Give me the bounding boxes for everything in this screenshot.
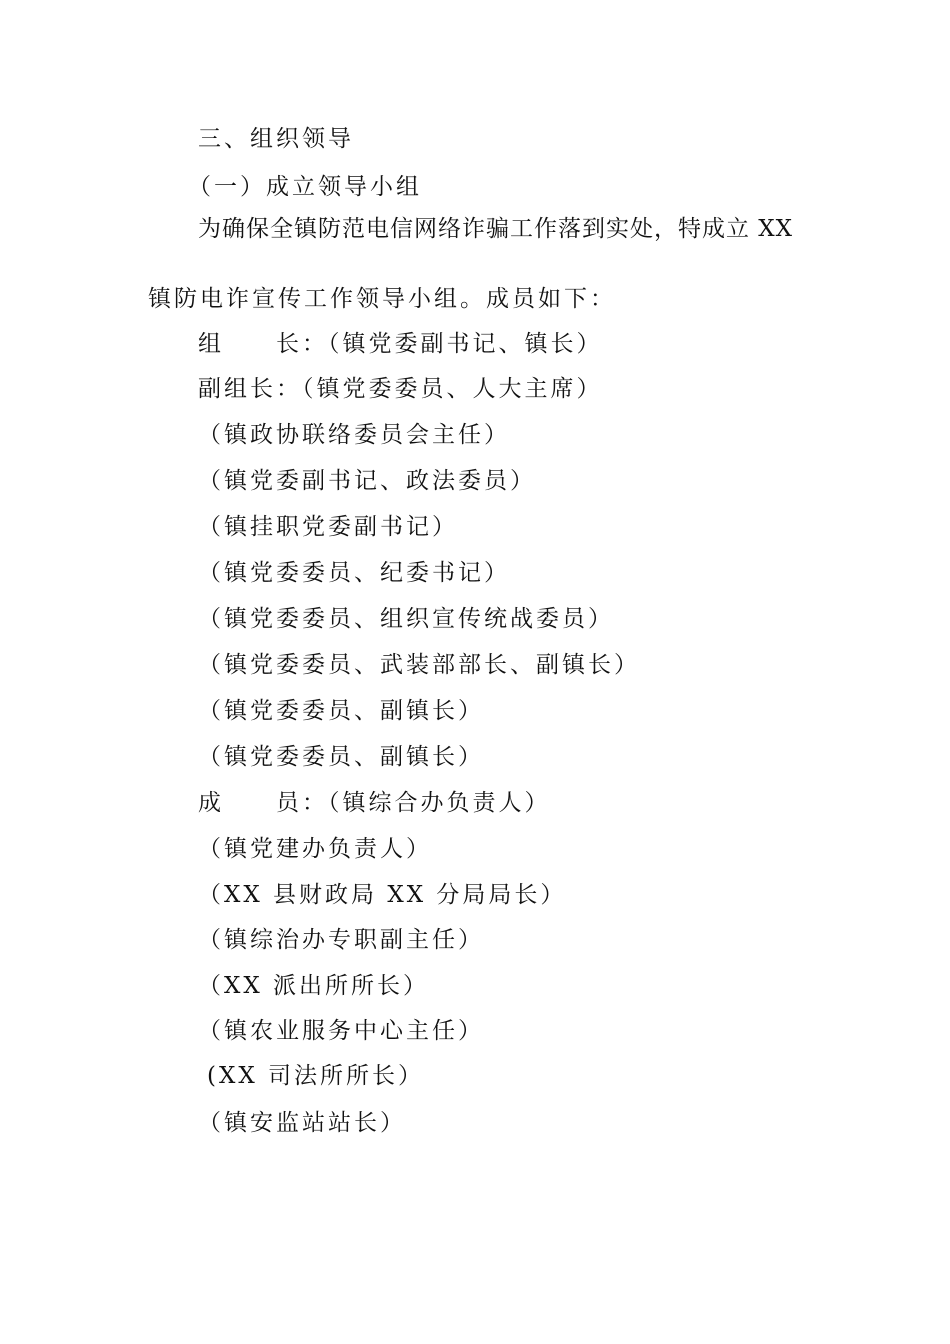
deputy-item: （镇党委委员、武装部部长、副镇长） [198, 652, 640, 678]
intro-paragraph-line-1: 为确保全镇防范电信网络诈骗工作落到实处，特成立 XX [198, 216, 794, 242]
leader-line: 组 长：（镇党委副书记、镇长） [198, 331, 603, 357]
deputy-item: （镇党委委员、组织宣传统战委员） [198, 606, 614, 632]
deputy-item: （镇挂职党委副书记） [198, 514, 458, 540]
member-item: (XX 司法所所长） [207, 1063, 425, 1089]
member-item: （镇农业服务中心主任） [198, 1018, 484, 1044]
member-item: （镇安监站站长） [198, 1110, 406, 1136]
member-item: （XX 县财政局 XX 分局局长） [198, 882, 567, 908]
deputy-item: （镇党委委员、副镇长） [198, 744, 484, 770]
members-label-line: 成 员：（镇综合办负责人） [198, 790, 551, 816]
member-item: （XX 派出所所长） [198, 973, 430, 999]
deputy-item: （镇党委委员、纪委书记） [198, 560, 510, 586]
deputy-item: （镇政协联络委员会主任） [198, 422, 510, 448]
member-item: （镇党建办负责人） [198, 836, 432, 862]
member-item: （镇综治办专职副主任） [198, 927, 484, 953]
subsection-heading: （一）成立领导小组 [188, 174, 422, 200]
deputy-item: （镇党委副书记、政法委员） [198, 468, 536, 494]
section-heading: 三、组织领导 [198, 126, 354, 152]
deputy-leader-line: 副组长：（镇党委委员、人大主席） [198, 376, 603, 402]
intro-paragraph-line-2: 镇防电诈宣传工作领导小组。成员如下： [148, 286, 616, 312]
deputy-item: （镇党委委员、副镇长） [198, 698, 484, 724]
